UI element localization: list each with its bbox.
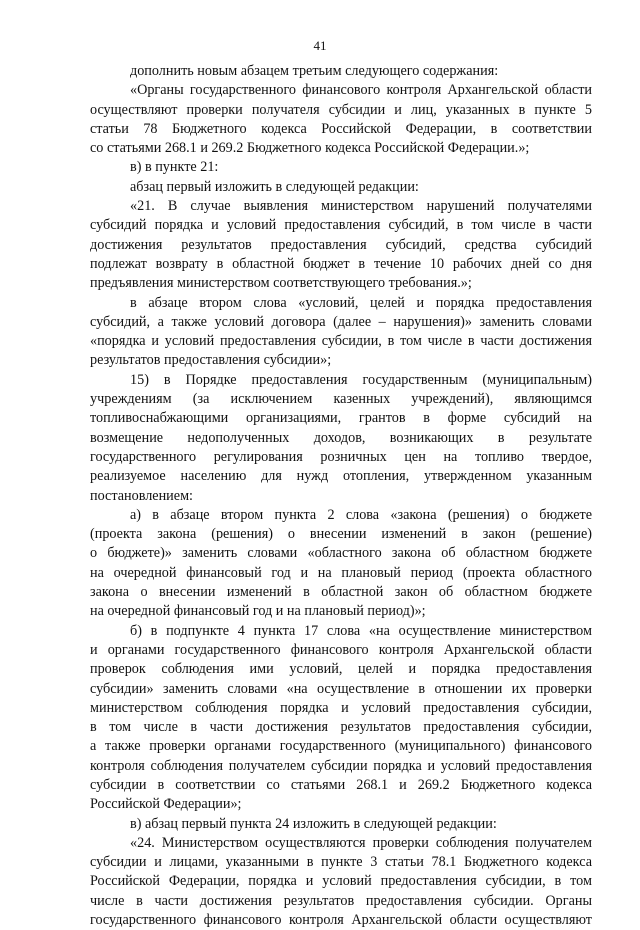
text-line: субсидии в соответствии со статьями 268.1 и 269.2 Бюджетного кодекса bbox=[90, 776, 592, 793]
text-line: о бюджете)» заменить словами «областного закона об областном бюджете bbox=[90, 545, 592, 562]
text-line: «Органы государственного финансового контроля Архангельской области bbox=[130, 82, 592, 99]
text-line: государственного финансового контроля Архангельской области осуществляют bbox=[90, 912, 592, 929]
text-line: топливоснабжающими организациями, грантов в форме субсидий на bbox=[90, 410, 592, 427]
text-line: учреждениям (за исключением казенных учреждений), являющимся bbox=[90, 391, 592, 408]
text-line: реализуемое населению для нужд отопления, утвержденном указанным bbox=[90, 468, 592, 485]
text-line: контроля соблюдения получателем субсидии порядка и условий предоставления bbox=[90, 757, 592, 774]
text-line: субсидии» заменить словами «на осуществление в отношении их проверки bbox=[90, 680, 592, 697]
text-line: и органами государственного финансового контроля Архангельской области bbox=[90, 641, 592, 658]
text-line: б) в подпункте 4 пункта 17 слова «на осуществление министерством bbox=[130, 622, 592, 639]
text-line: дополнить новым абзацем третьим следующего содержания: bbox=[130, 63, 499, 79]
text-line: 15) в Порядке предоставления государственным (муниципальным) bbox=[130, 371, 592, 388]
text-line: в том числе в части достижения результатов предоставления субсидии, bbox=[90, 719, 592, 736]
text-line: осуществляют проверки получателя субсидии и лиц, указанных в пункте 5 bbox=[90, 101, 592, 118]
text-line: проверок соблюдения ими условий, целей и порядка предоставления bbox=[90, 661, 592, 678]
text-line: абзац первый изложить в следующей редакции: bbox=[130, 178, 419, 195]
text-line: а) в абзаце втором пункта 2 слова «закона (решения) о бюджете bbox=[130, 506, 592, 523]
text-line: предъявления министерством соответствующего требования.»; bbox=[90, 275, 472, 292]
text-line: статьи 78 Бюджетного кодекса Российской Федерации, в соответствии bbox=[90, 120, 592, 137]
text-line: закона о внесении изменений в областной закон об областном бюджете bbox=[90, 584, 592, 601]
text-line: Российской Федерации»; bbox=[90, 796, 242, 813]
text-line: результатов предоставления субсидии»; bbox=[90, 352, 332, 369]
text-line: достижения результатов предоставления субсидий, средства субсидий bbox=[90, 236, 592, 253]
text-line: со статьями 268.1 и 269.2 Бюджетного кодекса Российской Федерации.»; bbox=[90, 140, 530, 157]
text-line: а также проверки органами государственного (муниципального) финансового bbox=[90, 738, 592, 755]
text-line: «21. В случае выявления министерством нарушений получателями bbox=[130, 198, 592, 215]
text-line: на очередной финансовый год и на плановый период)»; bbox=[90, 603, 426, 620]
text-line: субсидии и лицами, указанными в пункте 3 статьи 78.1 Бюджетного кодекса bbox=[90, 854, 592, 871]
text-line: в) абзац первый пункта 24 изложить в следующей редакции: bbox=[130, 815, 497, 832]
text-line: министерством соблюдения порядка и условий предоставления субсидии, bbox=[90, 699, 592, 716]
text-line: в) в пункте 21: bbox=[130, 159, 219, 176]
text-line: субсидий порядка и условий предоставления субсидий, в том числе в части bbox=[90, 217, 592, 234]
text-line: (проекта закона (решения) о внесении изменений в закон (решение) bbox=[90, 526, 592, 543]
text-line: государственного регулирования розничных цен на топливо твердое, bbox=[90, 448, 592, 465]
page-number: 41 bbox=[313, 38, 327, 53]
text-line: «порядка и условий предоставления субсидии, в том числе в части достижения bbox=[90, 333, 592, 350]
text-line: числе в части достижения результатов предоставления субсидии. Органы bbox=[90, 892, 592, 909]
document-body bbox=[90, 62, 592, 930]
text-line: в абзаце втором слова «условий, целей и порядка предоставления bbox=[130, 294, 592, 311]
text-line: Российской Федерации, порядка и условий предоставления субсидии, в том bbox=[90, 873, 592, 890]
text-line: на очередной финансовый год и на плановый период (проекта областного bbox=[90, 564, 592, 581]
text-line: подлежат возврату в областной бюджет в течение 10 рабочих дней со дня bbox=[90, 255, 592, 272]
text-line: возмещение недополученных доходов, возникающих в результате bbox=[90, 429, 592, 446]
text-line: субсидий, а также условий договора (далее – нарушения)» заменить словами bbox=[90, 313, 592, 330]
text-line: постановлением: bbox=[90, 487, 193, 504]
text-line: «24. Министерством осуществляются проверки соблюдения получателем bbox=[130, 834, 592, 851]
